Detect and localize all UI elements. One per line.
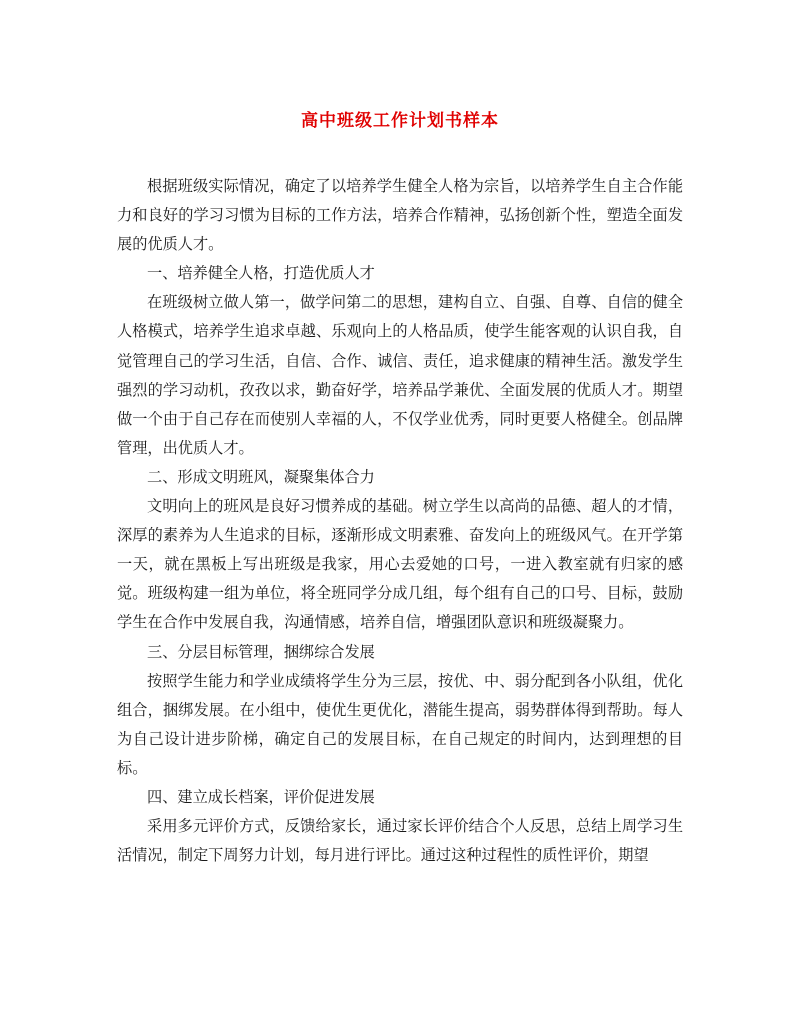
document-title: 高中班级工作计划书样本 [301, 111, 499, 131]
section-heading-3: 三、分层目标管理，捆绑综合发展 [147, 642, 375, 661]
section-4-paragraph: 采用多元评价方式，反馈给家长，通过家长评价结合个人反思，总结上周学习生活情况，制定下周努力计划，每月进行评比。通过这种过程性的质性评价，期望 [117, 817, 683, 865]
section-heading-2: 二、形成文明班风，凝聚集体合力 [147, 467, 375, 486]
section-heading-4: 四、建立成长档案，评价促进发展 [147, 787, 375, 806]
section-2-paragraph: 文明向上的班风是良好习惯养成的基础。树立学生以高尚的品德、超人的才情，深厚的素养为人生追求的目标，逐渐形成文明素雅、奋发向上的班级风气。在开学第一天，就在黑板上写出班级是我家，用心去爱她的口号，一进入教室就有归家的感觉。班级构建一组为单位，将全班同学分成几组，每个组有自己的口号、目标，鼓励学生在合作中发展自我，沟通情感，培养自信，增强团队意识和班级凝聚力。 [117, 497, 683, 632]
intro-paragraph: 根据班级实际情况，确定了以培养学生健全人格为宗旨，以培养学生自主合作能力和良好的学习习惯为目标的工作方法，培养合作精神，弘扬创新个性，塑造全面发展的优质人才。 [117, 177, 683, 254]
document-body [117, 172, 683, 870]
section-3-paragraph: 按照学生能力和学业成绩将学生分为三层，按优、中、弱分配到各小队组，优化组合，捆绑发展。在小组中，使优生更优化，潜能生提高，弱势群体得到帮助。每人为自己设计进步阶梯，确定自己的发展目标，在自己规定的时间内，达到理想的目标。 [117, 671, 683, 777]
section-1-paragraph: 在班级树立做人第一，做学问第二的思想，建构自立、自强、自尊、自信的健全人格模式，培养学生追求卓越、乐观向上的人格品质，使学生能客观的认识自我，自觉管理自己的学习生活，自信、合作、诚信、责任，追求健康的精神生活。激发学生强烈的学习动机，孜孜以求，勤奋好学，培养品学兼优、全面发展的优质人才。期望做一个由于自己存在而使别人幸福的人，不仅学业优秀，同时更要人格健全。创品牌管理，出优质人才。 [117, 293, 683, 457]
section-heading-1: 一、培养健全人格，打造优质人才 [147, 264, 375, 283]
